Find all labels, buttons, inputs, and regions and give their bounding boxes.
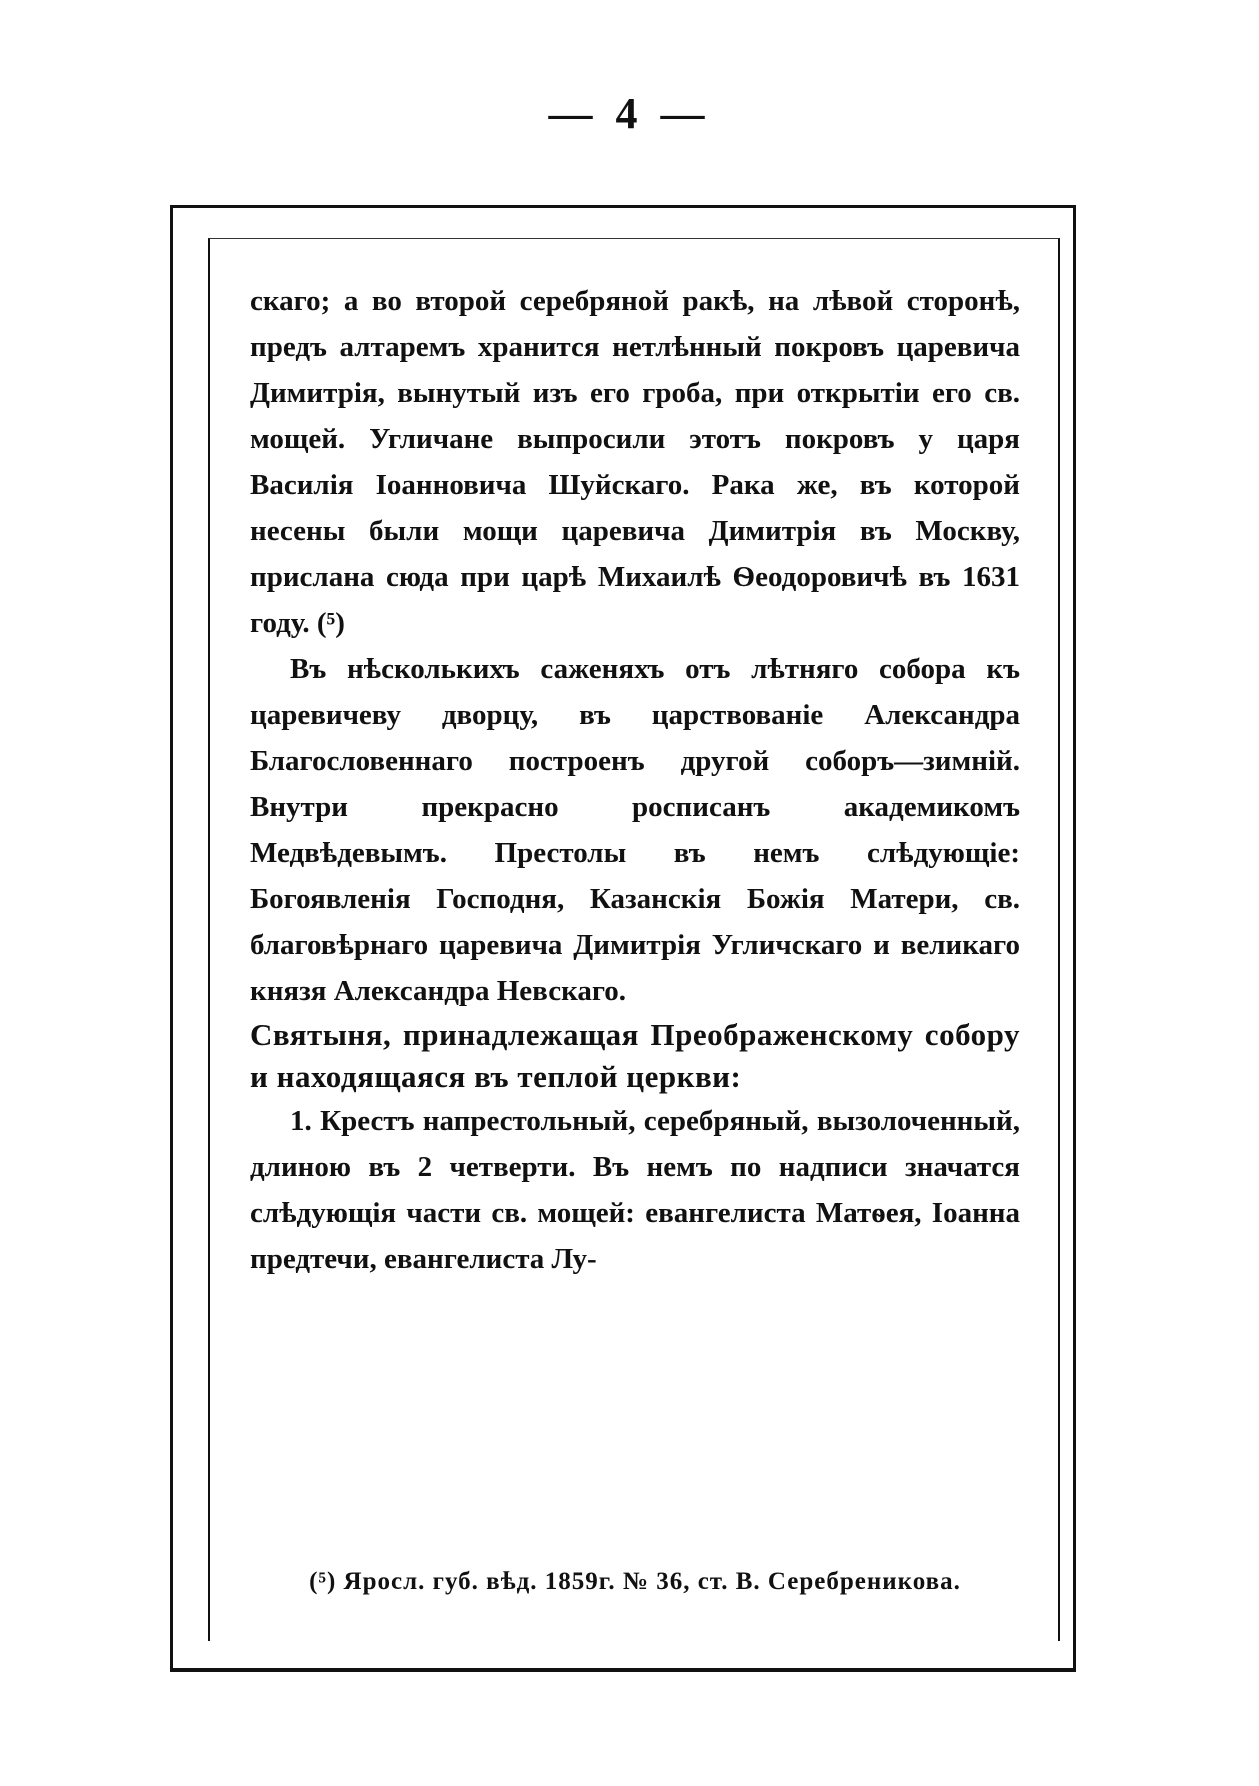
footnote: (⁵) Яросл. губ. вѣд. 1859г. № 36, ст. В. Серебреникова.: [309, 1568, 961, 1595]
page-body: [250, 278, 1020, 1282]
paragraph-continuation: скаго; а во второй серебряной ракѣ, на лѣвой сторонѣ, предъ алтаремъ хранится нетлѣнный покровъ царевича Димитрія, вынутый изъ его гроба, при открытіи его св. мощей. Угличане выпросили этотъ покровъ у царя Василія Іоанновича Шуйскаго. Рака же, въ которой несены были мощи царевича Димитрія въ Москву, прислана сюда при царѣ Михаилѣ Ѳеодоровичѣ въ 1631 году. (⁵): [250, 285, 1020, 639]
paragraph-winter-cathedral: Въ нѣсколькихъ саженяхъ отъ лѣтняго собора къ царевичеву дворцу, въ царствованіе Александра Благословеннаго построенъ другой соборъ—зимній. Внутри прекрасно росписанъ академикомъ Медвѣдевымъ. Престолы въ немъ слѣдующіе: Богоявленія Господня, Казанскія Божія Матери, св. благовѣрнаго царевича Димитрія Угличскаго и великаго князя Александра Невскаго.: [250, 653, 1020, 1007]
section-heading: Святыня, принадлежащая Преображенскому собору и находящаяся въ теплой церкви:: [250, 1017, 1020, 1094]
page-number: — 4 —: [548, 89, 711, 138]
list-item-1: 1. Крестъ напрестольный, серебряный, вызолоченный, длиною въ 2 четверти. Въ немъ по надписи значатся слѣдующія части св. мощей: евангелиста Матѳея, Іоанна предтечи, евангелиста Лу-: [250, 1105, 1020, 1275]
